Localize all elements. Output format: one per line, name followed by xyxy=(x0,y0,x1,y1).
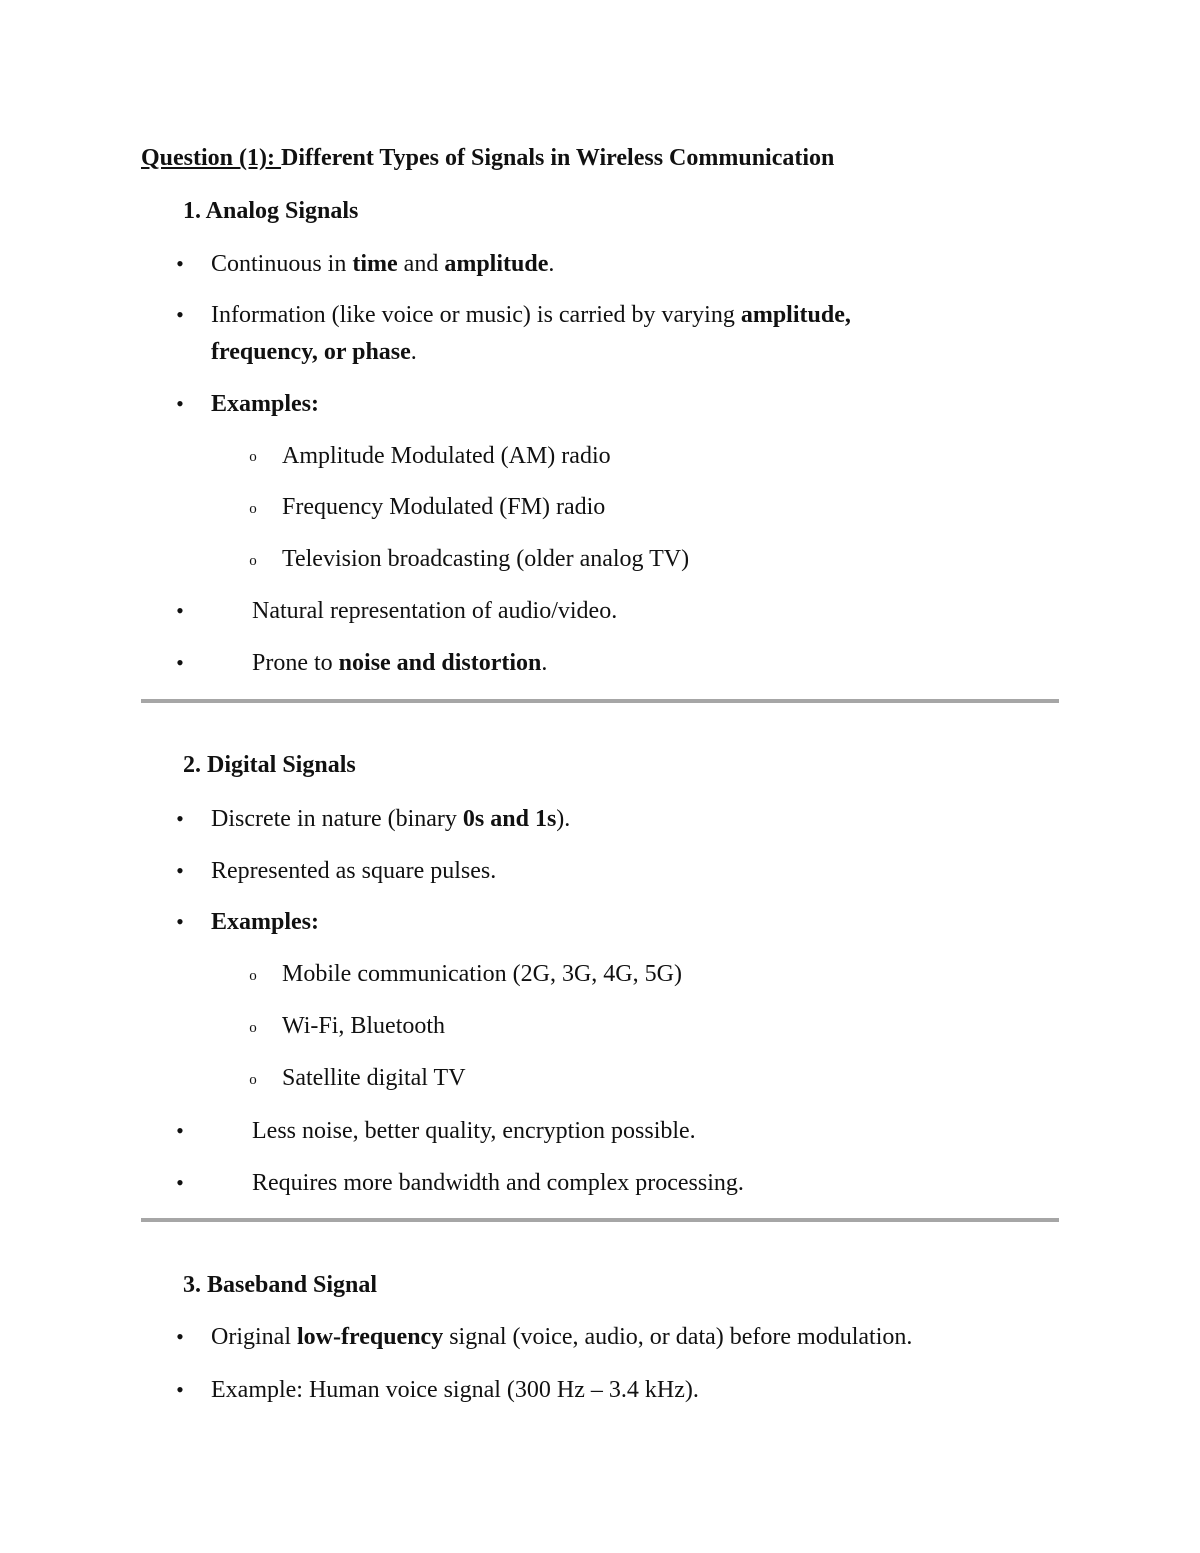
digital-bullet-5: Requires more bandwidth and complex processing. xyxy=(252,1170,744,1196)
bold-run: time xyxy=(352,251,398,277)
bullet-icon: • xyxy=(176,806,184,831)
question-label: Question (1): xyxy=(141,145,281,171)
baseband-heading: 3. Baseband Signal xyxy=(183,1272,378,1298)
bullet-icon: • xyxy=(176,1377,184,1402)
analog-heading: 1. Analog Signals xyxy=(183,198,359,224)
analog-bullet-2 xyxy=(211,300,851,330)
text-run: Prone to xyxy=(252,650,339,676)
section-divider xyxy=(141,1218,1059,1222)
sub-bullet-icon: o xyxy=(249,1072,257,1088)
section-divider xyxy=(141,699,1059,703)
bold-run: amplitude, xyxy=(740,302,851,328)
bullet-icon: • xyxy=(176,909,184,934)
bullet-icon: • xyxy=(176,598,184,623)
analog-bullet-4: Natural representation of audio/video. xyxy=(252,598,618,624)
bullet-icon: • xyxy=(176,650,184,675)
digital-example-item: Satellite digital TV xyxy=(282,1065,466,1091)
text-run: and xyxy=(397,251,445,277)
digital-heading: 2. Digital Signals xyxy=(183,752,356,778)
baseband-bullet-1 xyxy=(211,1322,912,1352)
digital-bullet-1 xyxy=(211,804,570,834)
bullet-icon: • xyxy=(176,1170,184,1195)
analog-example-item: Frequency Modulated (FM) radio xyxy=(282,494,606,520)
bold-run: noise and distortion xyxy=(338,650,542,676)
question-title xyxy=(141,143,834,173)
bold-run: low-frequency xyxy=(296,1324,444,1350)
bullet-icon: • xyxy=(176,1324,184,1349)
sub-bullet-icon: o xyxy=(249,553,257,569)
text-run: Original xyxy=(211,1324,297,1350)
analog-example-item: Amplitude Modulated (AM) radio xyxy=(282,443,611,469)
analog-bullet-5 xyxy=(252,648,547,678)
bullet-icon: • xyxy=(176,391,184,416)
digital-examples-label: Examples: xyxy=(211,909,319,935)
text-run: Information (like voice or music) is carried by varying xyxy=(211,302,741,328)
digital-example-item: Mobile communication (2G, 3G, 4G, 5G) xyxy=(282,961,682,987)
digital-example-item: Wi-Fi, Bluetooth xyxy=(282,1013,446,1039)
analog-bullet-1 xyxy=(211,249,554,279)
bold-run: 0s and 1s xyxy=(462,806,557,832)
analog-examples-label: Examples: xyxy=(211,391,319,417)
text-run: ). xyxy=(556,806,571,832)
bold-run: frequency, or phase xyxy=(211,339,411,365)
sub-bullet-icon: o xyxy=(249,449,257,465)
sub-bullet-icon: o xyxy=(249,1020,257,1036)
digital-bullet-4: Less noise, better quality, encryption possible. xyxy=(252,1118,696,1144)
text-run: signal (voice, audio, or data) before modulation. xyxy=(443,1324,913,1350)
text-run: . xyxy=(410,339,417,365)
bullet-icon: • xyxy=(176,302,184,327)
sub-bullet-icon: o xyxy=(249,501,257,517)
bold-run: amplitude xyxy=(444,251,549,277)
text-run: . xyxy=(548,251,555,277)
bullet-icon: • xyxy=(176,1118,184,1143)
text-run: . xyxy=(541,650,548,676)
sub-bullet-icon: o xyxy=(249,968,257,984)
baseband-bullet-2: Example: Human voice signal (300 Hz – 3.4 kHz). xyxy=(211,1377,699,1403)
question-title-text: Different Types of Signals in Wireless Communication xyxy=(281,145,835,171)
text-run: Discrete in nature (binary xyxy=(211,806,463,832)
bullet-icon: • xyxy=(176,251,184,276)
analog-example-item: Television broadcasting (older analog TV) xyxy=(282,546,690,572)
digital-bullet-2: Represented as square pulses. xyxy=(211,858,497,884)
analog-bullet-2-cont xyxy=(211,337,417,367)
text-run: Continuous in xyxy=(211,251,353,277)
bullet-icon: • xyxy=(176,858,184,883)
